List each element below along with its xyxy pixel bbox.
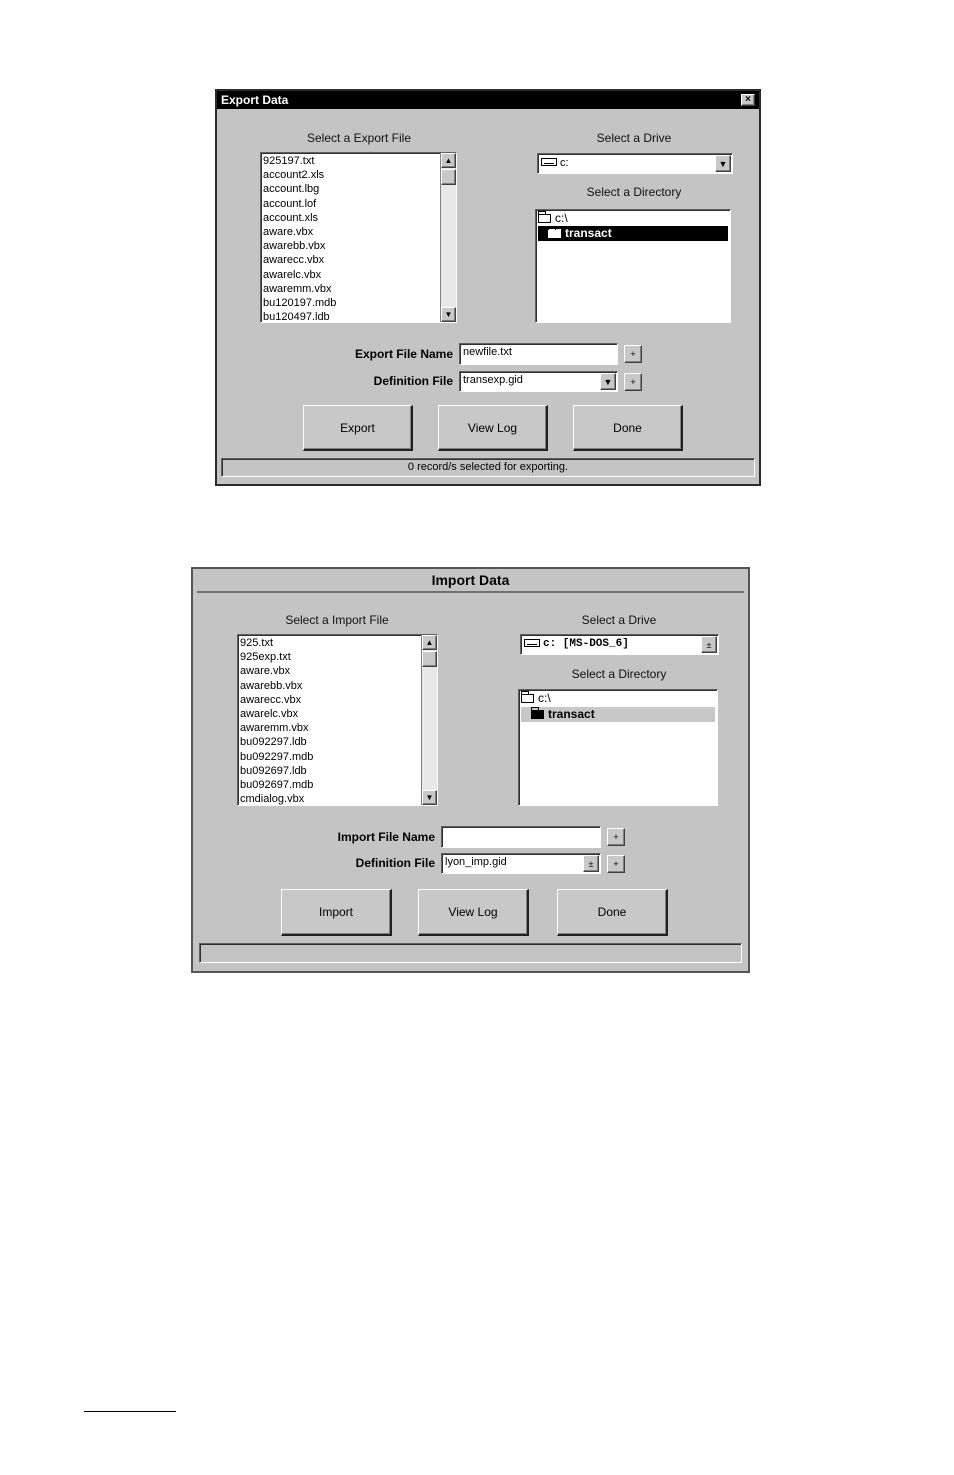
export-definition-value: transexp.gid	[463, 374, 523, 386]
export-file-caption: Select a Export File	[306, 131, 412, 145]
scroll-down-arrow-icon[interactable]: ▼	[422, 790, 437, 805]
export-file-list[interactable]	[260, 152, 457, 323]
list-item[interactable]: account.lof	[263, 197, 317, 210]
close-icon[interactable]: ×	[741, 94, 755, 106]
directory-root-label: c:\	[538, 691, 551, 705]
import-title: Import Data	[197, 569, 744, 593]
footer-rule	[84, 1411, 176, 1412]
chevron-down-icon[interactable]: ▼	[715, 155, 731, 172]
import-file-name-label: Import File Name	[337, 830, 435, 844]
list-item[interactable]: awaremm.vbx	[240, 722, 309, 735]
list-item[interactable]: 925exp.txt	[240, 651, 291, 664]
directory-root-label: c:\	[555, 211, 568, 225]
drive-icon	[524, 639, 540, 647]
import-button[interactable]: Import	[281, 889, 392, 936]
list-item[interactable]: account.lbg	[263, 183, 320, 196]
export-dialog	[215, 89, 761, 486]
folder-open-icon	[521, 694, 534, 703]
list-item[interactable]: awarebb.vbx	[240, 679, 303, 692]
import-file-list[interactable]	[237, 634, 438, 806]
folder-open-icon	[538, 214, 551, 223]
list-item[interactable]: 925.txt	[240, 637, 274, 649]
export-file-items	[261, 153, 456, 325]
export-button[interactable]: Export	[303, 405, 413, 451]
export-drive-caption: Select a Drive	[596, 131, 672, 145]
directory-root[interactable]	[521, 691, 715, 706]
folder-icon	[548, 229, 561, 238]
directory-transact-label: transact	[565, 226, 612, 240]
export-status-bar: 0 record/s selected for exporting.	[221, 458, 755, 477]
scroll-up-arrow-icon[interactable]: ▲	[441, 153, 456, 168]
list-item[interactable]: 925197.txt	[263, 155, 315, 167]
export-file-name-input[interactable]: newfile.txt	[459, 343, 618, 365]
directory-root[interactable]	[538, 211, 728, 226]
import-status-bar	[199, 943, 742, 963]
export-definition-label: Definition File	[373, 374, 453, 388]
export-drive-select[interactable]	[537, 153, 733, 174]
list-item[interactable]: awaremm.vbx	[263, 282, 332, 295]
import-file-scrollbar[interactable]	[421, 635, 437, 805]
import-definition-select[interactable]	[441, 853, 601, 874]
import-drive-value: c: [MS-DOS_6]	[543, 638, 629, 650]
export-title: Export Data	[221, 93, 289, 107]
import-definition-add-button[interactable]: +	[607, 855, 625, 873]
scroll-thumb[interactable]	[441, 169, 456, 185]
list-item[interactable]: awarecc.vbx	[263, 254, 325, 267]
export-file-scrollbar[interactable]	[440, 153, 456, 322]
import-file-items	[238, 635, 437, 807]
import-drive-select[interactable]	[520, 634, 719, 655]
export-file-name-add-button[interactable]: +	[624, 345, 642, 363]
import-directory-caption: Select a Directory	[571, 667, 667, 681]
list-item[interactable]: bu092697.ldb	[240, 764, 307, 777]
import-definition-label: Definition File	[355, 856, 435, 870]
folder-icon	[531, 710, 544, 719]
chevron-down-icon[interactable]: ▼	[600, 373, 616, 390]
list-item[interactable]: bu120197.mdb	[263, 296, 337, 309]
import-file-name-add-button[interactable]: +	[607, 828, 625, 846]
view-log-button[interactable]: View Log	[418, 889, 529, 936]
view-log-button[interactable]: View Log	[438, 405, 548, 451]
import-file-caption: Select a Import File	[285, 613, 389, 627]
list-item[interactable]: awarelc.vbx	[240, 707, 299, 720]
export-file-name-label: Export File Name	[354, 347, 453, 361]
scroll-thumb[interactable]	[422, 651, 437, 667]
export-title-bar	[217, 91, 759, 109]
drive-icon	[541, 158, 557, 166]
scroll-up-arrow-icon[interactable]: ▲	[422, 635, 437, 650]
directory-transact[interactable]	[521, 707, 715, 722]
list-item[interactable]: bu092297.ldb	[240, 736, 307, 749]
list-item[interactable]: awarecc.vbx	[240, 693, 302, 706]
import-dialog	[191, 567, 750, 973]
list-item[interactable]: account.xls	[263, 211, 319, 224]
list-item[interactable]: account2.xls	[263, 169, 325, 182]
directory-transact-label: transact	[548, 707, 595, 721]
list-item[interactable]: cmdialog.vbx	[240, 793, 305, 806]
done-button[interactable]: Done	[573, 405, 683, 451]
export-definition-add-button[interactable]: +	[624, 373, 642, 391]
spin-arrows-icon[interactable]: ±	[701, 636, 717, 653]
export-directory-list[interactable]	[535, 209, 731, 323]
done-button[interactable]: Done	[557, 889, 668, 936]
list-item[interactable]: aware.vbx	[240, 665, 291, 678]
list-item[interactable]: aware.vbx	[263, 225, 314, 238]
export-drive-value: c:	[560, 157, 569, 169]
import-definition-value: lyon_imp.gid	[445, 856, 507, 868]
list-item[interactable]: awarebb.vbx	[263, 240, 326, 253]
list-item[interactable]: awarelc.vbx	[263, 268, 322, 281]
import-directory-list[interactable]	[518, 689, 718, 806]
list-item[interactable]: bu092297.mdb	[240, 750, 314, 763]
list-item[interactable]: bu092697.mdb	[240, 778, 314, 791]
import-drive-caption: Select a Drive	[581, 613, 657, 627]
import-file-name-input[interactable]	[441, 826, 601, 848]
directory-transact[interactable]	[538, 226, 728, 241]
spin-arrows-icon[interactable]: ±	[583, 855, 599, 872]
scroll-down-arrow-icon[interactable]: ▼	[441, 307, 456, 322]
export-directory-caption: Select a Directory	[586, 185, 682, 199]
list-item[interactable]: bu120497.ldb	[263, 311, 330, 324]
export-definition-select[interactable]	[459, 371, 618, 392]
